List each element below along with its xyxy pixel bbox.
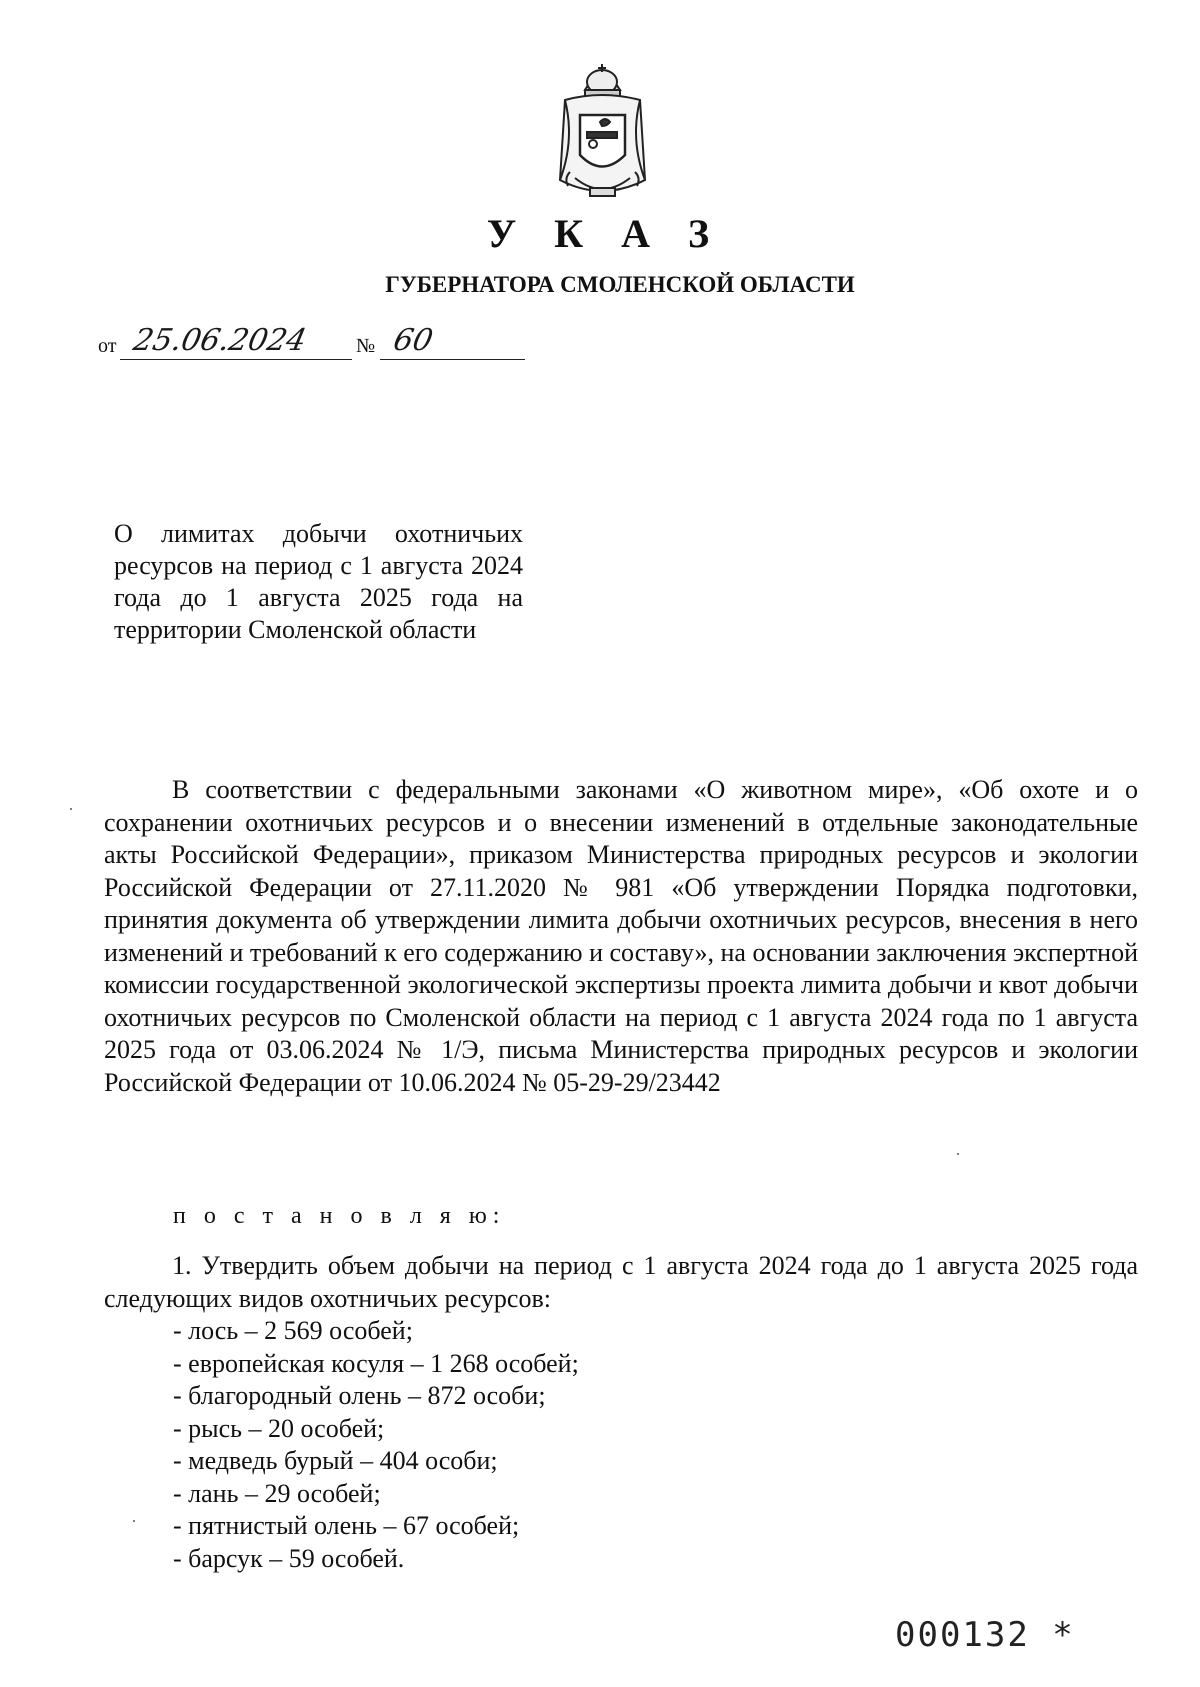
scan-speck — [133, 1520, 135, 1522]
document-issuer: ГУБЕРНАТОРА СМОЛЕНСКОЙ ОБЛАСТИ — [385, 272, 855, 297]
scan-speck — [957, 1153, 959, 1155]
decree-word: п о с т а н о в л я ю: — [173, 1203, 506, 1229]
date-value: 25.06.2024 — [130, 323, 310, 358]
list-item: - лань – 29 особей; — [173, 1478, 381, 1508]
preamble-block — [104, 774, 1138, 1099]
document-serial-code: 000132 * — [895, 1615, 1075, 1655]
item-1-block — [104, 1250, 1138, 1315]
number-label: № — [356, 335, 376, 357]
list-item: - медведь бурый – 404 особи; — [173, 1446, 498, 1475]
date-number-line — [98, 323, 538, 360]
item-1-paragraph: 1. Утвердить объем добычи на период с 1 августа 2024 года до 1 августа 2025 года следующих видов охотничьих ресурсов: — [104, 1251, 1138, 1313]
list-item: - лось – 2 569 особей; — [173, 1316, 413, 1345]
list-item: - европейская косуля – 1 268 особей; — [173, 1348, 579, 1378]
scan-speck — [70, 808, 72, 810]
list-item: - пятнистый олень – 67 особей; — [173, 1511, 520, 1540]
list-item: - рысь – 20 особей; — [173, 1413, 385, 1443]
smolensk-coat-of-arms-icon — [545, 60, 660, 205]
list-item: - благородный олень – 872 особи; — [173, 1381, 546, 1410]
document-title: У К А З — [486, 211, 724, 256]
number-value: 60 — [390, 323, 436, 358]
species-list — [173, 1315, 579, 1575]
list-item: - барсук – 59 особей. — [173, 1543, 405, 1573]
preamble-paragraph: В соответствии с федеральными законами «О животном мире», «Об охоте и о сохранении охотничьих ресурсов и о внесении изменений в отдельные законодательные акты Российской Федерации», приказом Министерства природных ресурсов и экологии Российской Федерации от 27.11.2020 № 981 «Об утверждении Порядка подготовки, принятия документа об утверждении лимита добычи охотничьих ресурсов, внесения в него изменений и требований к его содержанию и составу», на основании заключения экспертной комиссии государственной экологической экспертизы проекта лимита добычи и квот добычи охотничьих ресурсов по Смоленской области на период с 1 августа 2024 года по 1 августа 2025 года от 03.06.2024 № 1/Э, письма Министерства природных ресурсов и экологии Российской Федерации от 10.06.2024 № 05-29-29/23442 — [104, 775, 1138, 1097]
document-subject: О лимитах добычи охотничьих ресурсов на период с 1 августа 2024 года до 1 августа 2025 года на территории Смоленской области — [114, 519, 523, 644]
date-label: от — [98, 335, 117, 357]
